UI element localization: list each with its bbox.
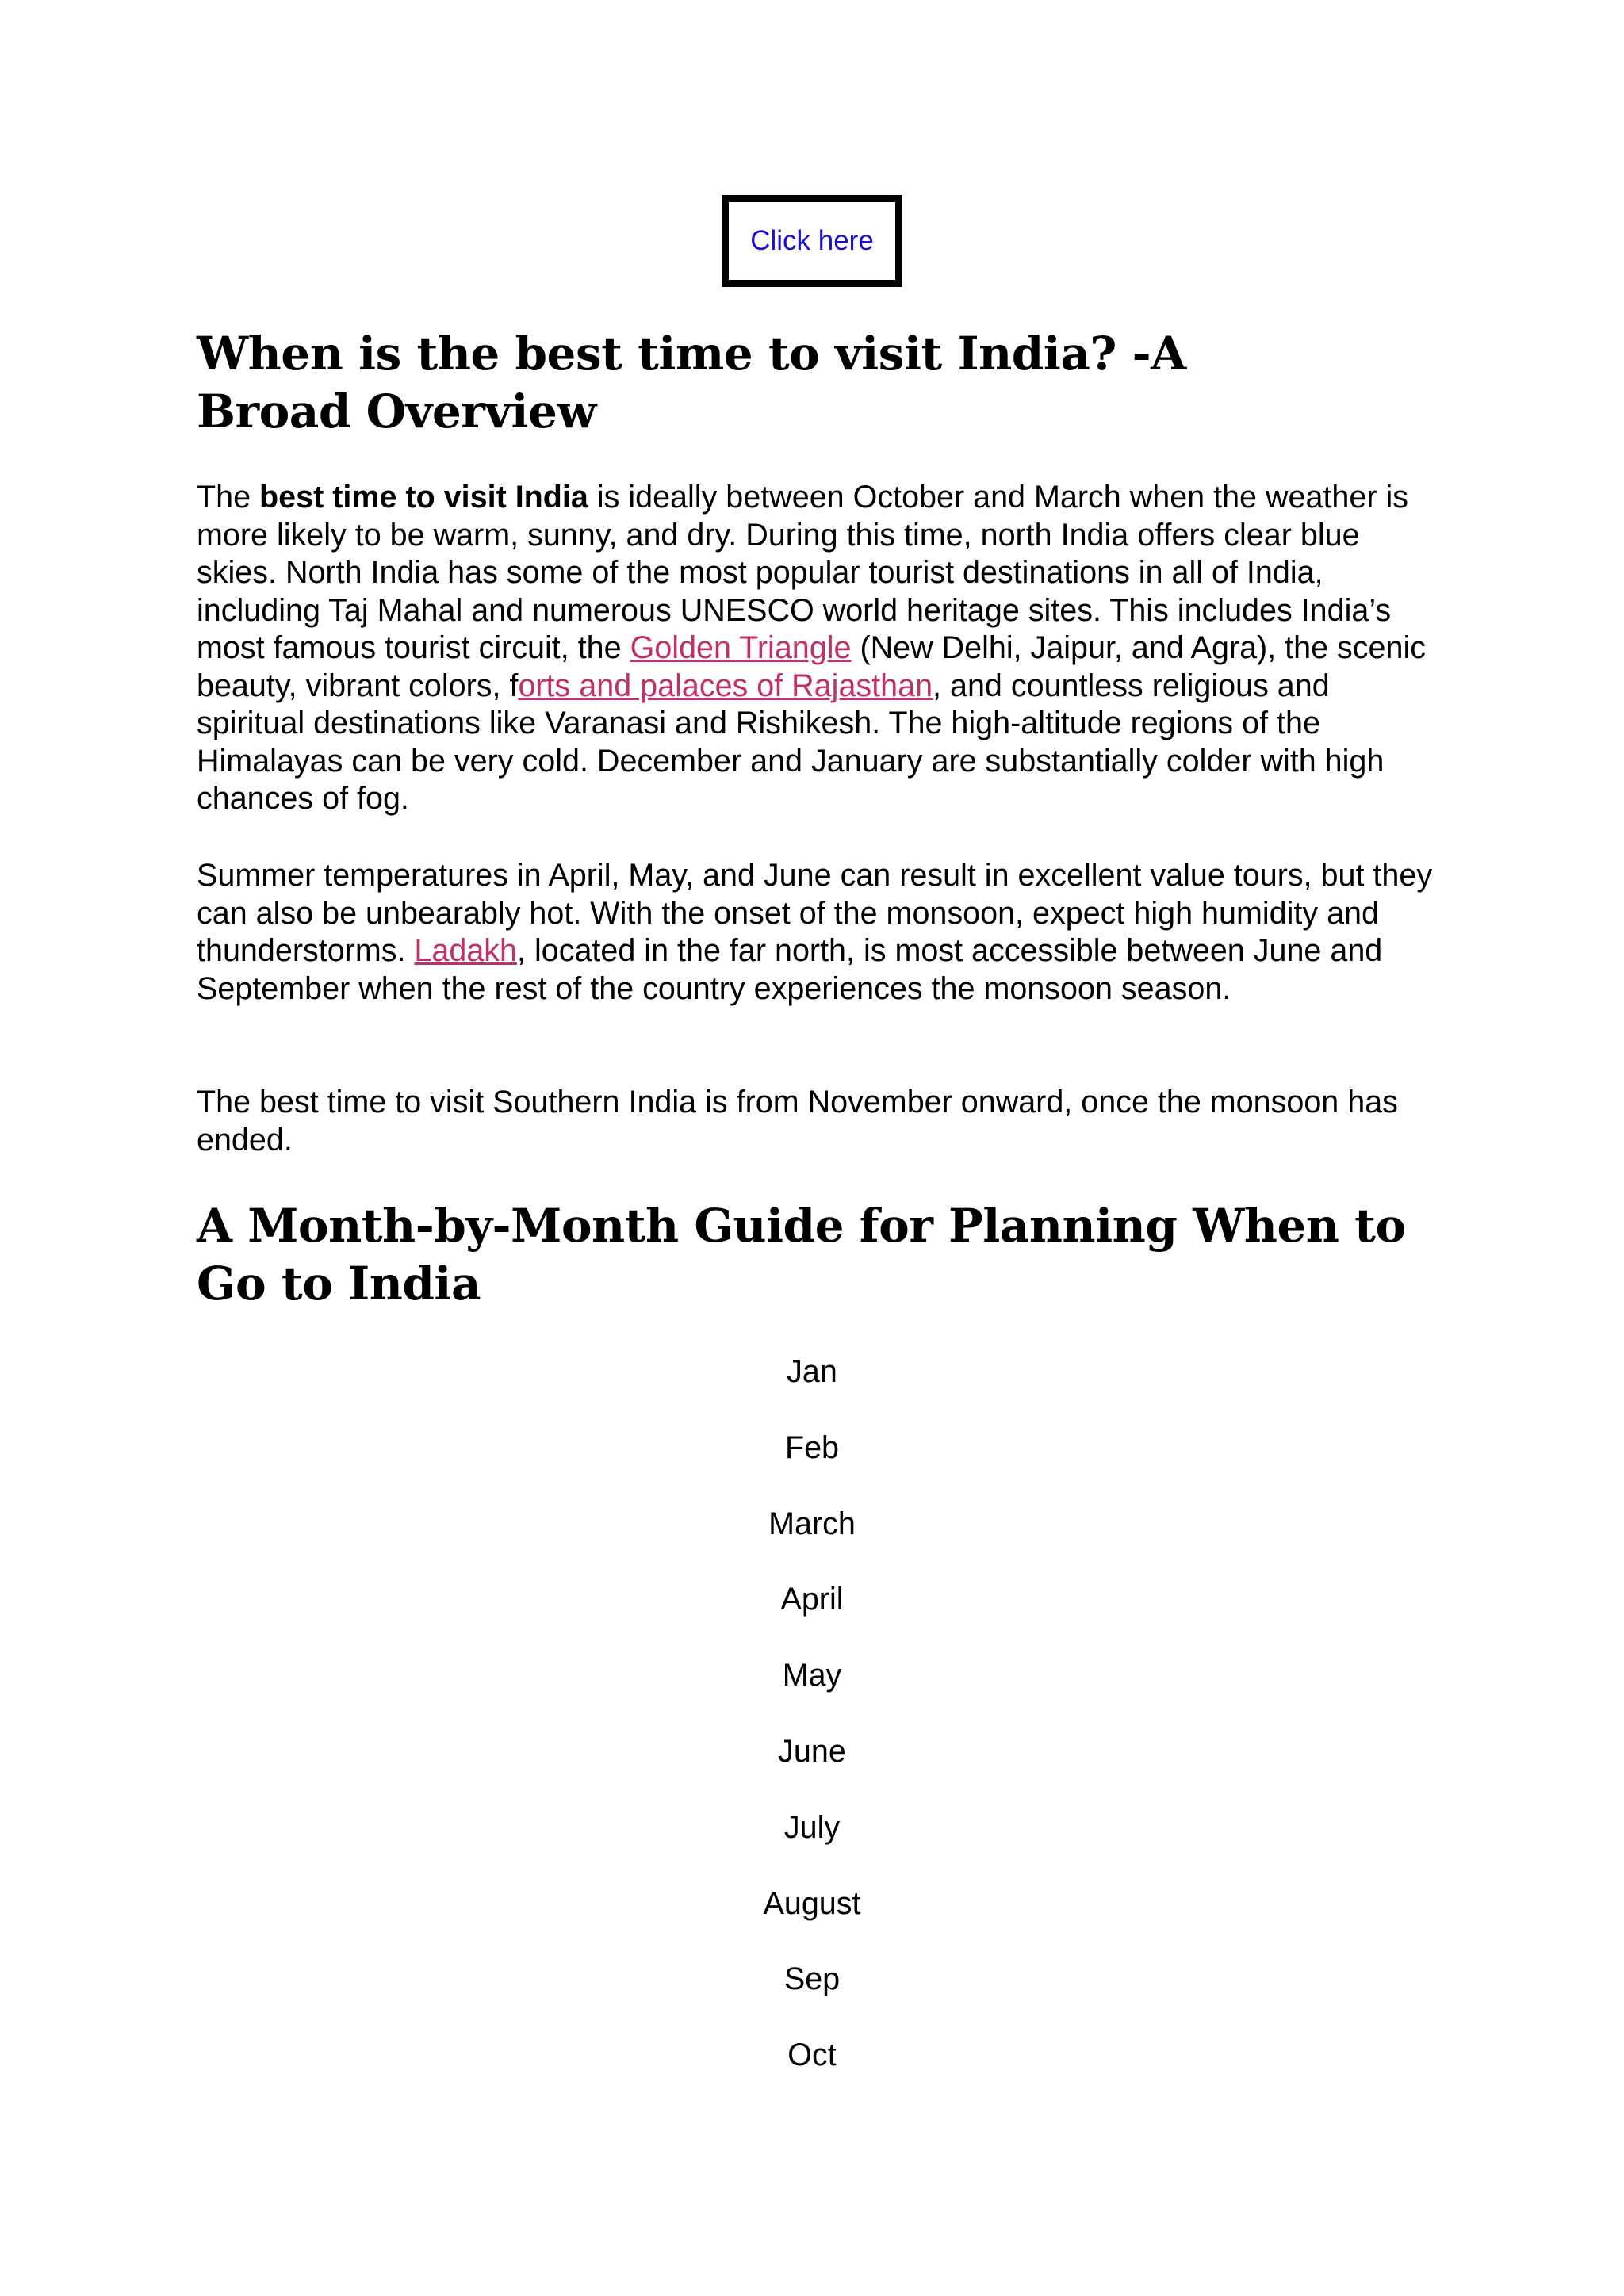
ladakh-link[interactable]: Ladakh [414, 933, 518, 968]
month-item-feb[interactable]: Feb [784, 1429, 840, 1465]
intro-paragraph [197, 479, 1434, 818]
golden-triangle-link[interactable]: Golden Triangle [630, 630, 852, 665]
month-item-may[interactable]: May [782, 1658, 842, 1693]
month-item-jan[interactable]: Jan [787, 1354, 837, 1389]
intro-text-3: (New Delhi, Jaipur, and Agra), the scenic beauty, vibrant colors, f [197, 630, 1427, 703]
intro-text-1: The [197, 480, 260, 515]
rajasthan-forts-link[interactable]: orts and palaces of Rajasthan [518, 668, 933, 703]
page-title: When is the best time to visit India? -A Broad Overview [197, 327, 1186, 438]
month-item-august[interactable]: August [763, 1885, 861, 1921]
month-item-oct[interactable]: Oct [787, 2038, 837, 2073]
summer-text-1: Summer temperatures in April, May, and June can result in excellent value tours, but they can also be unbearably hot. With the onset of the monsoon, expect high humidity and thunderstorms. [197, 858, 1433, 968]
month-item-june[interactable]: June [778, 1733, 846, 1769]
click-here-link[interactable]: Click here [750, 225, 874, 256]
summer-text-2: , located in the far north, is most accessible between June and September when the rest of the country experiences the monsoon season. [197, 933, 1383, 1006]
intro-text-2: is ideally between October and March when the weather is more likely to be warm, sunny, and dry. During this time, north India offers clear blue skies. North India has some of the most popular tourist destinations in all of India, including Taj Mahal and numerous UNESCO world heritage sites. This includes India’s most famous tourist circuit, the [197, 480, 1409, 665]
month-list [197, 1348, 1427, 2107]
section-heading: A Month-by-Month Guide for Planning When to Go to India [197, 1199, 1406, 1311]
month-item-april[interactable]: April [780, 1582, 844, 1617]
click-here-box[interactable] [722, 195, 902, 287]
intro-text-4: , and countless religious and spiritual destinations like Varanasi and Rishikesh. The high-altitude regions of the Himalayas can be very cold. December and January are substantially colder with high chances of fog. [197, 668, 1385, 816]
summer-paragraph [197, 857, 1434, 1008]
month-item-march[interactable]: March [768, 1506, 856, 1541]
month-item-sep[interactable]: Sep [783, 1961, 841, 1997]
south-india-paragraph: The best time to visit Southern India is from November onward, once the monsoon has ended. [197, 1085, 1398, 1158]
intro-bold-phrase: best time to visit India [259, 480, 588, 515]
month-item-july[interactable]: July [783, 1809, 841, 1845]
